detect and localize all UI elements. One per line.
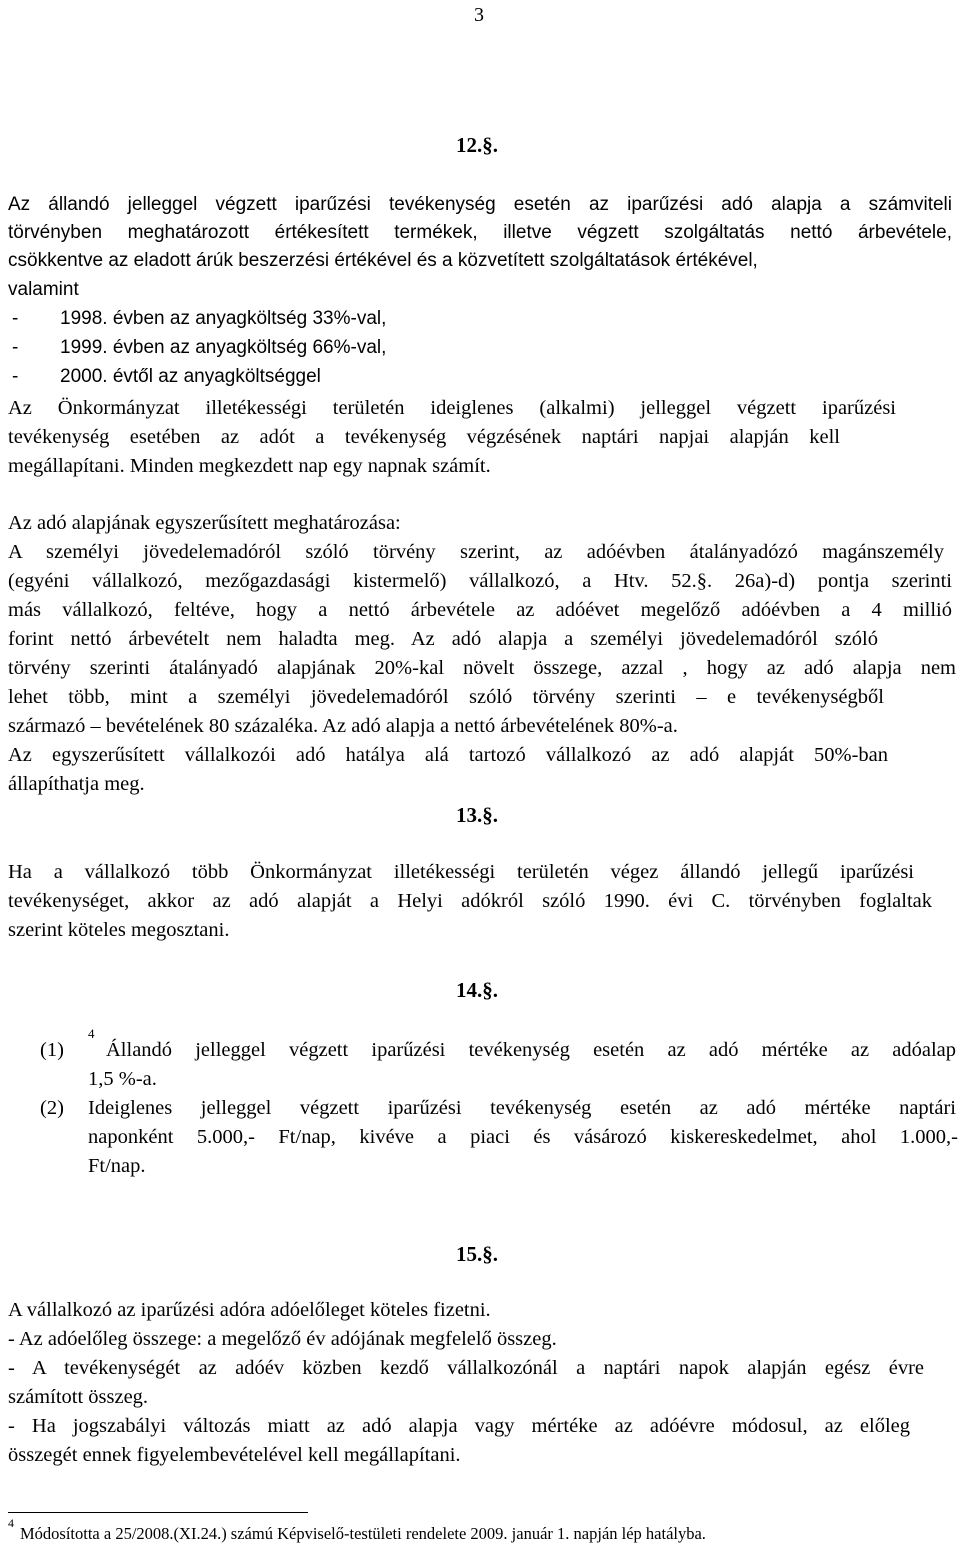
s14-item-2-line-2: naponként 5.000,- Ft/nap, kivéve a piaci és vásározó kiskereskedelmet, ahol 1.000,- <box>88 1126 958 1148</box>
s12-p1-line-4: valamint <box>8 279 79 300</box>
s12-p3-line-10: állapíthatja meg. <box>8 773 145 795</box>
s12-p3-line-4: más vállalkozó, feltéve, hogy a nettó árbevétele az adóévet megelőző adóévben a 4 millió <box>8 599 952 621</box>
s12-p3-line-5: forint nettó árbevételt nem haladta meg. Az adó alapja a személyi jövedelemadóról szóló <box>8 628 878 650</box>
s14-item-2-label: (2) <box>40 1097 64 1119</box>
s12-p2-line-1: Az Önkormányzat illetékességi területén ideiglenes (alkalmi) jelleggel végzett iparűzési <box>8 397 896 419</box>
s12-p3-line-3: (egyéni vállalkozó, mezőgazdasági kistermelő) vállalkozó, a Htv. 52.§. 26a)-d) pontja szerinti <box>8 570 952 592</box>
footnote-number: 4 <box>8 1516 14 1530</box>
s12-list-dash-3: - <box>12 366 19 387</box>
s14-item-2-line-1: Ideiglenes jelleggel végzett iparűzési tevékenység esetén az adó mértéke naptári <box>88 1097 956 1119</box>
s12-p1-line-1: Az állandó jelleggel végzett iparűzési tevékenység esetén az iparűzési adó alapja a számviteli <box>8 194 952 215</box>
s12-list-dash-2: - <box>12 337 19 358</box>
s14-item-1-line-2: 1,5 %-a. <box>88 1068 157 1090</box>
s15-line-1: A vállalkozó az iparűzési adóra adóelőleget köteles fizetni. <box>8 1299 491 1321</box>
s12-p3-line-8: származó – bevételének 80 százaléka. Az adó alapja a nettó árbevételének 80%-a. <box>8 715 678 737</box>
s12-p3-line-6: törvény szerinti átalányadó alapjának 20%-kal növelt összege, azzal , hogy az adó alapja nem <box>8 657 956 679</box>
s12-p2-line-2: tevékenység esetében az adót a tevékenység végzésének naptári napjai alapján kell <box>8 426 840 448</box>
s15-line-5: - Ha jogszabályi változás miatt az adó alapja vagy mértéke az adóévre módosul, az előleg <box>8 1415 910 1437</box>
s13-line-2: tevékenységet, akkor az adó alapját a Helyi adókról szóló 1990. évi C. törvényben foglaltak <box>8 890 932 912</box>
s13-line-3: szerint köteles megosztani. <box>8 919 230 941</box>
s12-list-dash-1: - <box>12 308 19 329</box>
s15-line-2: - Az adóelőleg összege: a megelőző év adójának megfelelő összeg. <box>8 1328 557 1350</box>
s12-p2-line-3: megállapítani. Minden megkezdett nap egy napnak számít. <box>8 455 491 477</box>
s12-list-item-3: 2000. évtől az anyagköltséggel <box>60 366 321 387</box>
s14-item-1-line-1: Állandó jelleggel végzett iparűzési tevékenység esetén az adó mértéke az adóalap <box>106 1039 956 1061</box>
s12-list-item-1: 1998. évben az anyagköltség 33%-val, <box>60 308 387 329</box>
section-14-heading: 14.§. <box>456 978 498 1002</box>
page-number: 3 <box>474 4 484 26</box>
s12-list-item-2: 1999. évben az anyagköltség 66%-val, <box>60 337 387 358</box>
s15-line-4: számított összeg. <box>8 1386 149 1408</box>
s12-p1-line-2: törvényben meghatározott értékesített termékek, illetve végzett szolgáltatás nettó árbevétele, <box>8 222 952 243</box>
s12-p3-line-7: lehet több, mint a személyi jövedelemadóról szóló törvény szerinti – e tevékenységből <box>8 686 884 708</box>
s14-item-2-line-3: Ft/nap. <box>88 1155 146 1177</box>
s14-item-1-label: (1) <box>40 1039 64 1061</box>
footnote-text: Módosította a 25/2008.(XI.24.) számú Képviselő-testületi rendelete 2009. január 1. napján lép hatályba. <box>20 1524 706 1543</box>
s12-p1-line-3: csökkentve az eladott árúk beszerzési értékével és a közvetített szolgáltatások értékével, <box>8 250 758 271</box>
s12-p3-line-9: Az egyszerűsített vállalkozói adó hatálya alá tartozó vállalkozó az adó alapját 50%-ban <box>8 744 888 766</box>
s12-p3-line-2: A személyi jövedelemadóról szóló törvény szerint, az adóévben átalányadózó magánszemély <box>8 541 944 563</box>
s15-line-3: - A tevékenységét az adóév közben kezdő vállalkozónál a naptári napok alapján egész évre <box>8 1357 924 1379</box>
s13-line-1: Ha a vállalkozó több Önkormányzat illetékességi területén végez állandó jellegű iparűzési <box>8 861 914 883</box>
section-15-heading: 15.§. <box>456 1242 498 1266</box>
s15-line-6: összegét ennek figyelembevételével kell megállapítani. <box>8 1444 461 1466</box>
footnote-separator <box>8 1512 308 1513</box>
section-13-heading: 13.§. <box>456 803 498 827</box>
section-12-heading: 12.§. <box>456 133 498 157</box>
s14-footnote-ref: 4 <box>88 1026 95 1041</box>
s12-p3-line-1: Az adó alapjának egyszerűsített meghatározása: <box>8 512 401 534</box>
